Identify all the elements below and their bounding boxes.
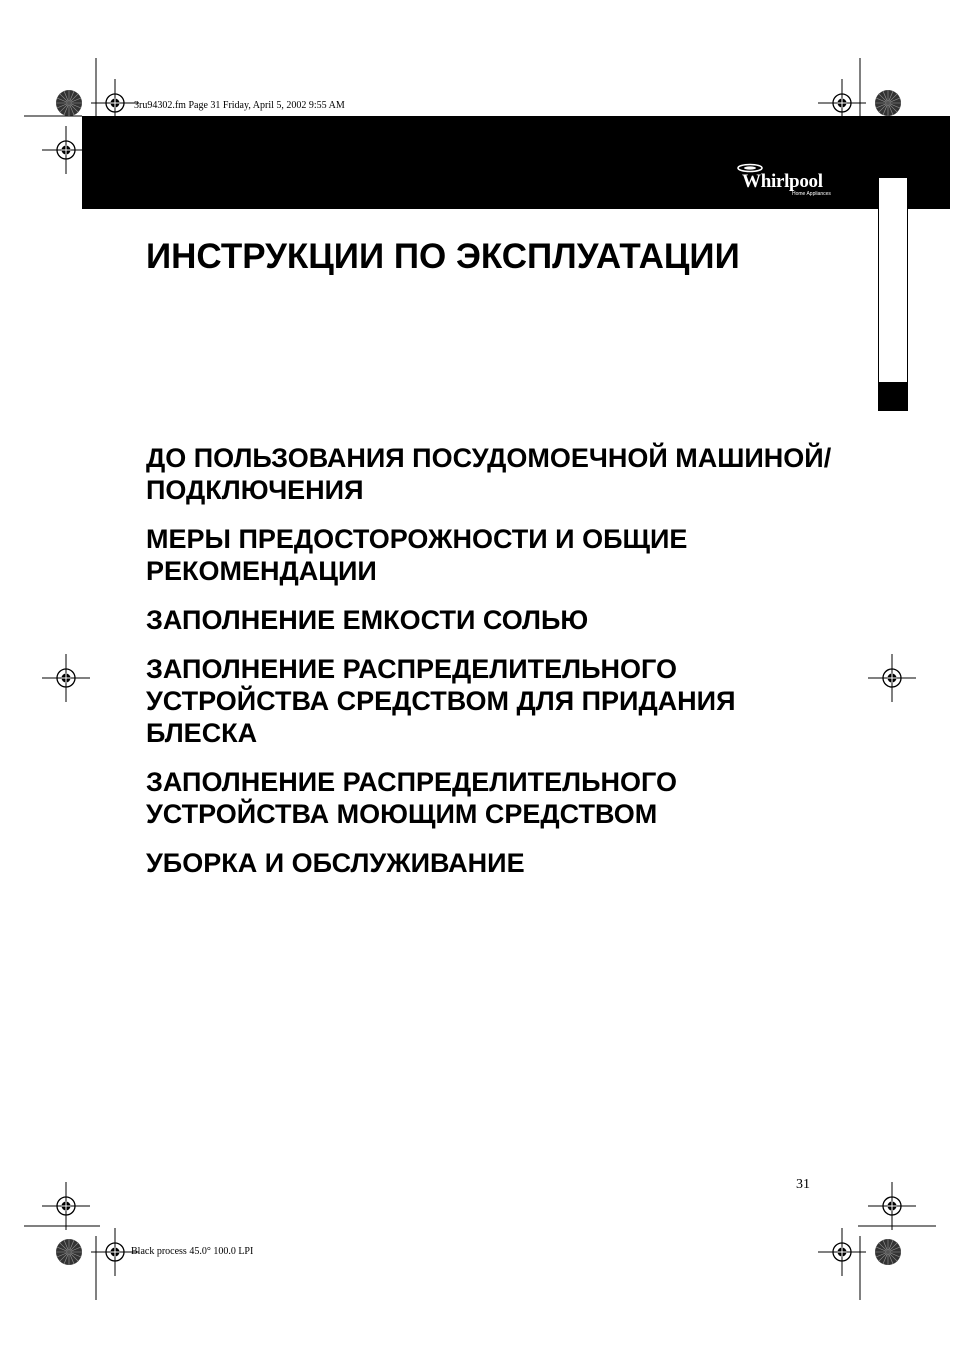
section-heading: ЗАПОЛНЕНИЕ РАСПРЕДЕЛИТЕЛЬНОГО УСТРОЙСТВА СРЕДСТВОМ ДЛЯ ПРИДАНИЯ БЛЕСКА: [146, 654, 736, 748]
section-heading: УБОРКА И ОБСЛУЖИВАНИЕ: [146, 848, 525, 878]
registration-mark-icon: [818, 1228, 866, 1276]
registration-mark-icon: [868, 654, 916, 702]
section-heading: ЗАПОЛНЕНИЕ РАСПРЕДЕЛИТЕЛЬНОГО УСТРОЙСТВА МОЮЩИМ СРЕДСТВОМ: [146, 767, 677, 829]
print-slug-bottom: Black process 45.0° 100.0 LPI: [131, 1246, 254, 1257]
side-tab-marker: [878, 382, 908, 411]
section-heading: МЕРЫ ПРЕДОСТОРОЖНОСТИ И ОБЩИЕ РЕКОМЕНДАЦИИ: [146, 524, 688, 586]
section-heading: ДО ПОЛЬЗОВАНИЯ ПОСУДОМОЕЧНОЙ МАШИНОЙ/ПОДКЛЮЧЕНИЯ: [146, 443, 832, 505]
registration-mark-icon: [42, 654, 90, 702]
registration-mark-icon: [42, 1182, 90, 1230]
brand-logo: [736, 163, 840, 199]
star-target-icon: [56, 1239, 82, 1265]
star-target-icon: [875, 90, 901, 116]
section-heading: ЗАПОЛНЕНИЕ ЕМКОСТИ СОЛЬЮ: [146, 605, 589, 635]
side-tab: [878, 178, 908, 382]
brand-tagline: Home Appliances: [792, 191, 831, 197]
page-title: ИНСТРУКЦИИ ПО ЭКСПЛУАТАЦИИ: [146, 237, 740, 276]
registration-mark-icon: [868, 1182, 916, 1230]
star-target-icon: [875, 1239, 901, 1265]
brand-name: Whirlpool: [742, 171, 823, 192]
page-number: 31: [796, 1177, 810, 1192]
section-list: [146, 442, 846, 896]
star-target-icon: [56, 90, 82, 116]
print-slug-top: 3ru94302.fm Page 31 Friday, April 5, 2002 9:55 AM: [134, 100, 345, 111]
